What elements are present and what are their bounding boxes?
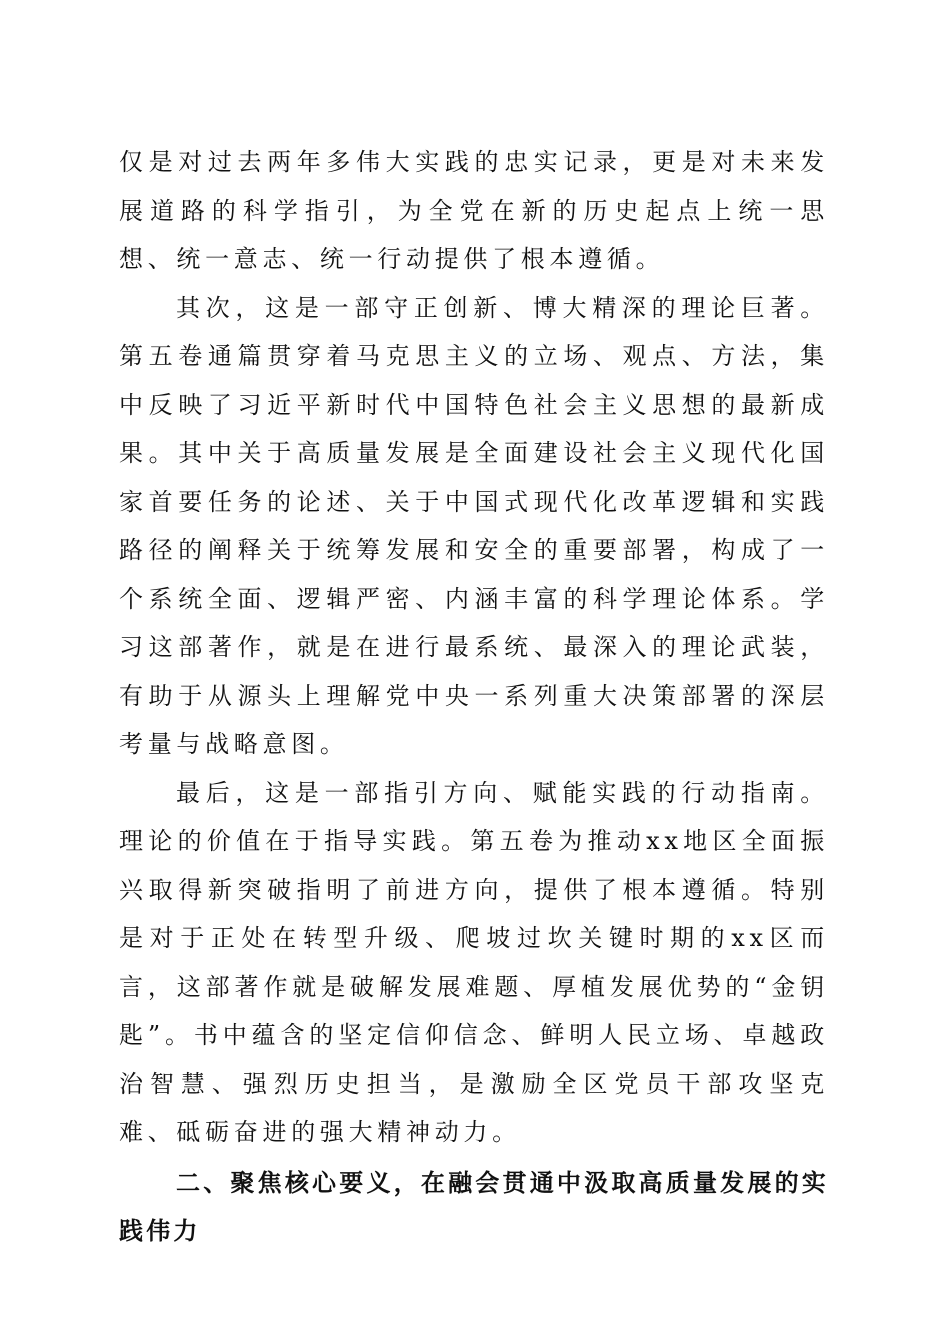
paragraph-theory-work: 其次，这是一部守正创新、博大精深的理论巨著。第五卷通篇贯穿着马克思主义的立场、观点、方法，集中反映了习近平新时代中国特色社会主义思想的最新成果。其中关于高质量发展是全面建设社会主义现代化国家首要任务的论述、关于中国式现代化改革逻辑和实践路径的阐释关于统筹发展和安全的重要部署，构成了一个系统全面、逻辑严密、内涵丰富的科学理论体系。学习这部著作，就是在进行最系统、最深入的理论武装，有助于从源头上理解党中央一系列重大决策部署的深层考量与战略意图。 — [119, 293, 829, 758]
paragraph-action-guide: 最后，这是一部指引方向、赋能实践的行动指南。理论的价值在于指导实践。第五卷为推动xx地区全面振兴取得新突破指明了前进方向，提供了根本遵循。特别是对于正处在转型升级、爬坡过坎关键时期的xx区而言，这部著作就是破解发展难题、厚植发展优势的“金钥匙”。书中蕴含的坚定信仰信念、鲜明人民立场、卓越政治智慧、强烈历史担当，是激励全区党员干部攻坚克难、砥砺奋进的强大精神动力。 — [119, 778, 829, 1146]
document-body — [119, 138, 829, 1256]
paragraph-continued: 仅是对过去两年多伟大实践的忠实记录，更是对未来发展道路的科学指引，为全党在新的历史起点上统一思想、统一意志、统一行动提供了根本遵循。 — [119, 148, 829, 273]
section-heading: 二、聚焦核心要义，在融会贯通中汲取高质量发展的实践伟力 — [119, 1168, 829, 1245]
